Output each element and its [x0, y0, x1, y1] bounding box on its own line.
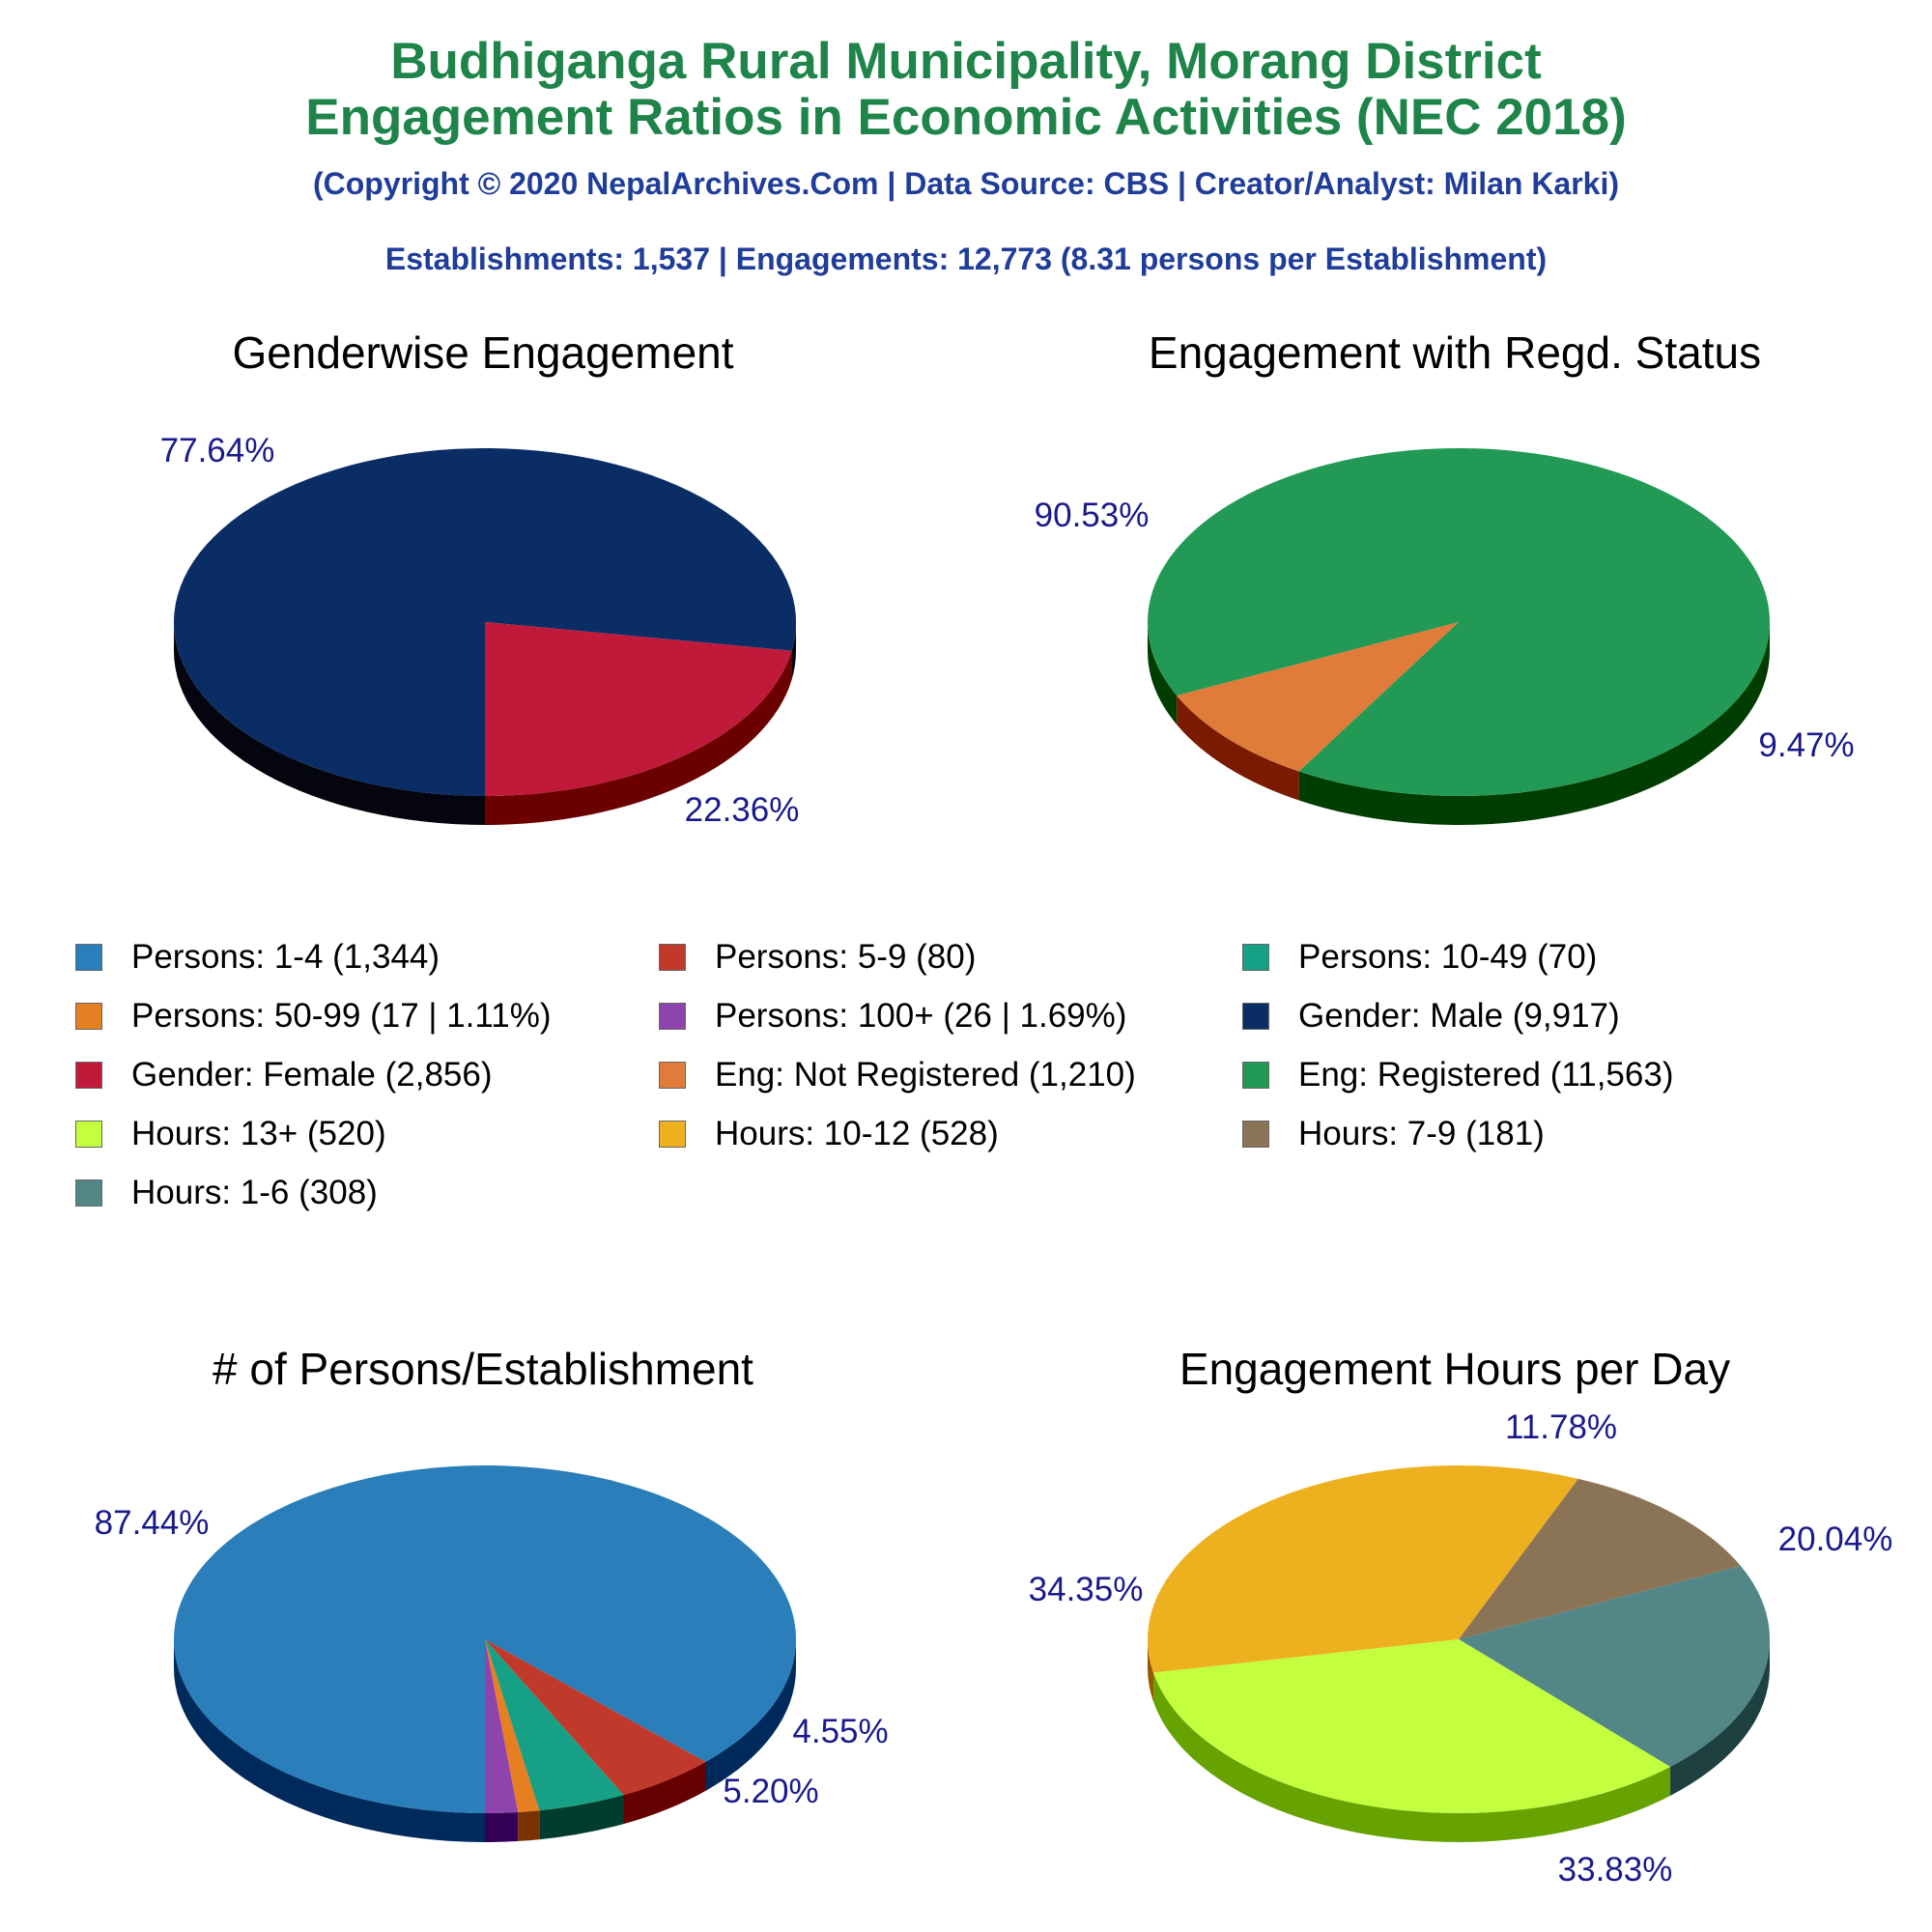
title-line-1: Budhiganga Rural Municipality, Morang District: [390, 33, 1542, 90]
pie-side-wall: [518, 1810, 539, 1841]
pie-slice-label: 4.55%: [792, 1713, 889, 1750]
legend-label: Eng: Registered (11,563): [1298, 1056, 1674, 1094]
stats-line: Establishments: 1,537 | Engagements: 12,773 (8.31 persons per Establishment): [384, 242, 1548, 276]
legend-label: Persons: 10-49 (70): [1298, 938, 1598, 976]
pie-slice-label: 90.53%: [1034, 497, 1150, 534]
legend-label: Hours: 1-6 (308): [131, 1174, 378, 1211]
legend-label: Gender: Male (9,917): [1298, 997, 1620, 1035]
legend-label: Persons: 100+ (26 | 1.69%): [715, 997, 1127, 1035]
pie-slice: [485, 622, 792, 796]
legend-label: Hours: 7-9 (181): [1298, 1115, 1545, 1152]
chart-title-persons: # of Persons/Establishment: [213, 1344, 753, 1394]
copyright-subtitle: (Copyright © 2020 NepalArchives.Com | Data Source: CBS | Creator/Analyst: Milan Karki): [312, 166, 1620, 201]
pie-slice-label: 22.36%: [684, 791, 800, 829]
pie-slice-label: 11.78%: [1504, 1408, 1618, 1446]
pie-slice-label: 77.64%: [159, 432, 275, 469]
legend-label: Gender: Female (2,856): [131, 1056, 493, 1094]
legend-label: Persons: 1-4 (1,344): [131, 938, 440, 976]
legend-label: Persons: 50-99 (17 | 1.11%): [131, 997, 552, 1035]
legend-label: Eng: Not Registered (1,210): [715, 1056, 1136, 1094]
chart-title-gender: Genderwise Engagement: [232, 327, 734, 378]
pie-slice-label: 33.83%: [1557, 1851, 1673, 1889]
pie-slice-label: 87.44%: [94, 1504, 210, 1542]
chart-title-hours: Engagement Hours per Day: [1179, 1344, 1731, 1394]
pie-slice-label: 34.35%: [1028, 1571, 1144, 1608]
pie-side-wall: [485, 1812, 518, 1842]
title-line-2: Engagement Ratios in Economic Activities (NEC 2018): [305, 89, 1627, 146]
pie-slice-label: 5.20%: [723, 1773, 819, 1810]
legend-label: Persons: 5-9 (80): [715, 938, 977, 976]
legend-label: Hours: 10-12 (528): [715, 1115, 999, 1152]
chart-title-registration: Engagement with Regd. Status: [1148, 327, 1762, 378]
pie-slice-label: 9.47%: [1758, 726, 1855, 764]
pie-slice-label: 20.04%: [1777, 1520, 1893, 1558]
legend-label: Hours: 13+ (520): [131, 1115, 386, 1152]
